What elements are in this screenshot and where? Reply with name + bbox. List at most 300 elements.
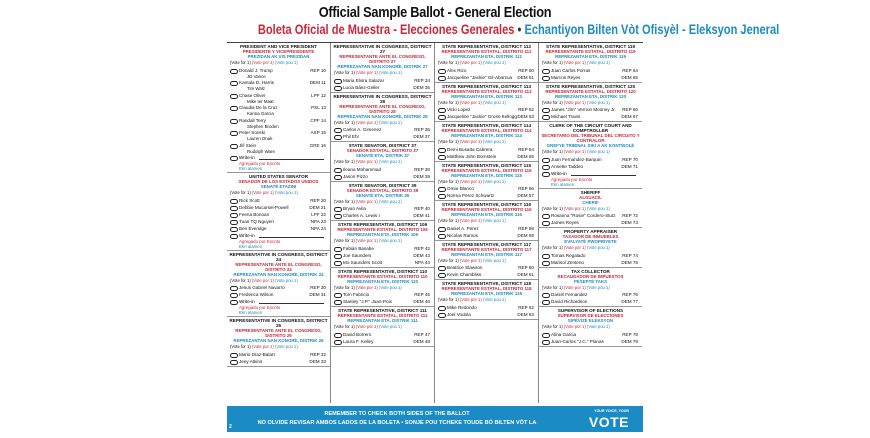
candidate-row[interactable] [539, 106, 642, 113]
contest-title: STATE REPRESENTATIVE, DISTRICT 113 [442, 83, 531, 89]
contest [331, 93, 434, 143]
ballot-number: 62 [528, 304, 534, 310]
vote-for-es: (Vote por 1) [563, 245, 586, 250]
contest [435, 280, 538, 320]
ballot-number: 74 [632, 252, 638, 258]
candidate-name: Daniel Fernandez [551, 292, 588, 297]
party-code: DEM [621, 114, 632, 119]
candidate-name: Stanley "J.P." Juan-Poix [343, 299, 392, 304]
vote-oval[interactable] [230, 131, 238, 136]
party-code: REP [518, 265, 528, 270]
vote-oval[interactable] [334, 135, 342, 140]
candidate-party [311, 225, 326, 232]
vote-for-instruction [334, 199, 434, 205]
contest-title: STATE SENATOR, DISTRICT 39 [348, 182, 417, 188]
contest-title: STATE REPRESENTATIVE, DISTRICT 106 [337, 222, 428, 227]
candidate-row[interactable] [227, 351, 330, 358]
contest-title-spanish: REPRESENTANTE ESTATAL, DISTRITO 106 [337, 227, 428, 232]
contest-title-creole: PREZIDAN AK VIS PREZIDAN [247, 54, 310, 59]
vote-for-es: (Vote por 1) [355, 284, 378, 290]
candidate-party [310, 284, 326, 291]
ballot-number: 77 [632, 299, 638, 304]
candidate-row[interactable] [227, 284, 330, 291]
write-in-line[interactable] [571, 175, 636, 176]
ballot-number: 52 [528, 107, 534, 112]
vote-oval[interactable] [542, 221, 550, 226]
candidate-row[interactable] [331, 166, 434, 173]
vote-oval[interactable] [230, 144, 238, 149]
candidate-row[interactable] [435, 271, 538, 278]
vote-oval[interactable] [438, 313, 446, 318]
vote-for-es: (Vote por 1) [251, 277, 274, 283]
vote-for-ht: (Vote pou 1) [482, 60, 506, 65]
contest-title: PROPERTY APPRAISER [563, 229, 618, 234]
candidate-row[interactable] [227, 204, 330, 211]
vote-for-instruction [334, 285, 434, 291]
party-code: DEM [621, 74, 632, 80]
vote-logo-tagline: YOUR VOICE, YOUR [594, 409, 629, 413]
vote-for-es: (Vote por 1) [355, 119, 378, 125]
candidate-row[interactable] [435, 106, 538, 113]
contest-title-spanish: REPRESENTANTE ESTATAL, DISTRITO 117 [441, 246, 532, 252]
contest-title: STATE REPRESENTATIVE, DISTRICT 116 [442, 202, 531, 207]
vote-oval[interactable] [334, 214, 342, 219]
running-mate-name: Tim Walz [247, 86, 265, 91]
contest-title-spanish: REPRESENTANTE ESTATAL, DISTRITO 118 [441, 286, 532, 291]
candidate-row[interactable] [435, 304, 538, 311]
party-code: REP [414, 206, 424, 211]
write-in-row[interactable] [227, 154, 330, 161]
contest-title-creole: SENATÈ ETA, DISTRIK 39 [355, 192, 410, 198]
candidate-row[interactable] [539, 219, 642, 226]
candidate-row[interactable] [539, 67, 642, 74]
contest-grid [227, 42, 643, 403]
vote-oval[interactable] [542, 340, 550, 345]
candidate-name: Mo Saunders Scott [343, 259, 383, 265]
candidate-name: Omar Blanco [447, 186, 474, 191]
contest-title-spanish: REPRESENTANTE ESTATAL, DISTRITO 120 [545, 88, 636, 94]
contest [539, 189, 642, 229]
ballot-column [539, 43, 642, 403]
candidate-row[interactable] [435, 232, 538, 239]
vote-for-en: (Vote for 1) [230, 344, 251, 349]
vote-oval[interactable] [438, 155, 446, 160]
contest-title: STATE REPRESENTATIVE, DISTRICT 119 [546, 44, 635, 49]
vote-for-instruction [438, 139, 538, 145]
candidate-row[interactable] [227, 291, 330, 298]
party-code: GRE [309, 142, 320, 148]
write-in-label: Write-in [551, 170, 567, 176]
ballot-number: 51 [528, 74, 534, 80]
contest-title-spanish: RECAUDADOR DE IMPUESTOS [557, 273, 624, 279]
candidate-party [414, 126, 430, 133]
candidate-name: Rosanna "Rosie" Cordero-Stutz [551, 213, 616, 218]
contest-title-creole: REPREZANTAN ETA, DISTRIK 116 [451, 212, 522, 217]
write-in-oval[interactable] [230, 234, 238, 239]
vote-for-ht: (Vote pou 1) [378, 324, 402, 329]
ballot-number: 12 [320, 92, 326, 98]
party-code: DEM [517, 232, 528, 238]
candidate-party [621, 338, 638, 345]
vote-for-instruction [230, 344, 330, 350]
candidate-party [413, 338, 430, 345]
vote-oval[interactable] [334, 300, 342, 305]
candidate-name: Kevin Chambliss [447, 272, 482, 277]
contest-title-creole: REPREZANTAN ETA, DISTRIK 110 [347, 278, 418, 284]
candidate-name: James "Jim" Vernon Mooney Jr. [551, 107, 616, 112]
ballot-number: 55 [528, 153, 534, 159]
party-code: REP [414, 166, 424, 172]
ballot-number: 41 [424, 213, 430, 218]
vote-for-en: (Vote for 1) [542, 99, 563, 105]
contest [435, 122, 538, 162]
contest [227, 43, 330, 173]
vote-for-instruction [334, 159, 434, 165]
party-code: DEM [413, 338, 424, 344]
candidate-name: Joe Saunders [343, 252, 372, 258]
party-code: REP [518, 186, 528, 191]
contest-title-spanish: ALGUACIL [579, 194, 602, 200]
vote-for-es: (Vote por 1) [563, 60, 586, 65]
candidate-row[interactable] [539, 298, 642, 305]
candidate-row[interactable] [227, 67, 330, 74]
ballot-number: 59 [528, 232, 534, 238]
vote-oval[interactable] [542, 300, 550, 305]
candidate-party [518, 304, 534, 311]
vote-for-es: (Vote por 1) [563, 324, 586, 329]
contest-title: STATE REPRESENTATIVE, DISTRICT 118 [442, 281, 531, 286]
candidate-party [310, 67, 326, 74]
vote-oval[interactable] [542, 76, 550, 81]
candidate-row[interactable] [331, 259, 434, 266]
candidate-row[interactable] [539, 212, 642, 219]
contest-title-spanish: REPRESENTANTE ANTE EL CONGRESO, DISTRITO 24 [235, 261, 322, 272]
candidate-row[interactable] [539, 331, 642, 338]
contest-title-spanish: PRESIDENTE Y VICEPRESIDENTE [242, 49, 315, 54]
vote-for-es: (Vote por 1) [251, 60, 274, 65]
candidate-name: Tuan TQ Nguyen [239, 218, 274, 224]
contest-title-spanish: REPRESENTANTE ESTATAL, DISTRITO 119 [545, 49, 636, 54]
party-code: DEM [621, 338, 632, 344]
contest-title: CLERK OF THE CIRCUIT COURT AND COMPTROLLER [549, 123, 632, 133]
ballot-number: 73 [632, 220, 638, 225]
candidate-party [311, 211, 326, 218]
ballot-number: 71 [632, 163, 638, 169]
candidate-row[interactable] [435, 146, 538, 153]
vote-oval[interactable] [438, 115, 446, 120]
vote-oval[interactable] [334, 175, 342, 180]
write-in-row[interactable] [227, 232, 330, 239]
vote-for-instruction [542, 60, 642, 66]
contest [227, 317, 330, 367]
footer-reminder-es-ht: NO OLVIDE REVISAR AMBOS LADOS DE LA BOLETA • SONJE POU TCHEKE TOUDE BÒ BILTEN VÒT LA [257, 420, 537, 426]
vote-for-es: (Vote por 1) [459, 178, 482, 184]
candidate-row[interactable] [435, 311, 538, 318]
candidate-row[interactable] [331, 77, 434, 84]
candidate-row[interactable] [435, 192, 538, 199]
write-in-row[interactable] [539, 170, 642, 177]
contest-title-creole: SIPÈVIZÈ ELEKSYON [567, 318, 614, 323]
vote-for-en: (Vote for 1) [438, 297, 459, 302]
ballot-column [435, 43, 539, 403]
contest-title-creole: SENATÈ ETA, DISTRIK 37 [355, 153, 410, 158]
ballot-subtitle [257, 22, 780, 37]
ballot-number: 13 [320, 105, 326, 110]
ballot-number: 22 [320, 211, 326, 217]
candidate-name: Alina Garcia [551, 331, 577, 337]
ballot-number: 44 [424, 259, 430, 265]
candidate-row[interactable] [227, 197, 330, 204]
vote-for-es: (Vote por 1) [459, 60, 482, 65]
write-in-label-creole: Ekri alamen [551, 181, 575, 187]
candidate-party [310, 197, 326, 204]
candidate-row[interactable] [331, 291, 434, 298]
party-code: CPF [310, 117, 320, 123]
contest-title-creole: REPREZANTAN ETA, DISTRIK 113 [451, 93, 522, 99]
vote-for-ht: (Vote pou 1) [378, 284, 402, 290]
party-code: REP [518, 225, 528, 231]
candidate-row[interactable] [331, 245, 434, 252]
vote-oval[interactable] [230, 360, 238, 365]
candidate-row[interactable] [331, 133, 434, 140]
candidate-row[interactable] [539, 156, 642, 163]
vote-oval[interactable] [230, 69, 238, 74]
candidate-row[interactable] [227, 142, 330, 149]
candidate-party [310, 142, 326, 149]
write-in-row[interactable] [227, 298, 330, 305]
candidate-name: Claudia De la Cruz [239, 105, 278, 110]
candidate-row[interactable] [539, 291, 642, 298]
candidate-row[interactable] [227, 104, 330, 111]
ballot-number: 50 [528, 67, 534, 73]
candidate-party [309, 204, 326, 211]
party-code: REP [518, 146, 528, 152]
candidate-row[interactable] [539, 113, 642, 120]
candidate-row[interactable] [331, 212, 434, 219]
contest [539, 83, 642, 123]
candidate-row[interactable] [331, 252, 434, 259]
candidate-row[interactable] [331, 126, 434, 133]
vote-oval[interactable] [334, 261, 342, 266]
candidate-row[interactable] [227, 225, 330, 232]
ballot-number: 61 [528, 272, 534, 277]
ballot-sheet [225, 4, 780, 434]
write-in-line[interactable] [259, 303, 324, 304]
candidate-name: Marisol Zenteno [551, 259, 584, 265]
vote-for-instruction [230, 190, 330, 196]
contest [435, 241, 538, 281]
contest-title-creole: REPREZANTAN ETA, DISTRIK 112 [451, 54, 522, 59]
candidate-row[interactable] [539, 163, 642, 170]
vote-for-es: (Vote por 1) [355, 324, 378, 329]
vote-oval[interactable] [438, 234, 446, 239]
contest [331, 268, 434, 308]
ballot-number: 72 [632, 213, 638, 218]
vote-for-ht: (Vote pou 1) [274, 60, 298, 65]
ballot-number: 48 [424, 338, 430, 344]
candidate-party [621, 298, 638, 305]
candidate-row[interactable] [227, 117, 330, 124]
contest [539, 307, 642, 347]
write-in-line[interactable] [259, 159, 324, 160]
party-code: DEM [621, 163, 632, 169]
vote-for-instruction [542, 149, 642, 155]
vote-for-en: (Vote for 1) [334, 198, 355, 204]
candidate-row[interactable] [331, 331, 434, 338]
vote-for-ht: (Vote pou 1) [482, 257, 506, 263]
candidate-name: Carlos A. Gimenez [343, 127, 382, 132]
candidate-name: Bryan Avila [343, 206, 366, 211]
candidate-row[interactable] [539, 252, 642, 259]
candidate-row[interactable] [435, 113, 538, 120]
party-code: DEM [517, 311, 528, 317]
contest-title: STATE REPRESENTATIVE, DISTRICT 112 [442, 44, 531, 49]
candidate-row[interactable] [331, 84, 434, 91]
ballot-number: 70 [632, 156, 638, 162]
contest-title: STATE REPRESENTATIVE, DISTRICT 114 [442, 123, 531, 128]
candidate-row[interactable] [435, 67, 538, 74]
candidate-row[interactable] [331, 173, 434, 180]
candidate-name: Jacqueline "Jackie" Gil-Abarzua [447, 74, 513, 80]
candidate-row[interactable] [435, 185, 538, 192]
ballot-number: 47 [424, 331, 430, 337]
vote-for-en: (Vote for 1) [438, 99, 459, 105]
vote-for-es: (Vote por 1) [459, 257, 482, 263]
contest [331, 182, 434, 222]
candidate-row[interactable] [435, 74, 538, 81]
running-mate-name: Rudolph Ware [247, 148, 275, 154]
candidate-name: Chase Oliver [239, 92, 266, 98]
candidate-name: Donald J. Trump [239, 67, 273, 73]
vote-oval[interactable] [334, 340, 342, 345]
party-code: REP [622, 107, 632, 112]
candidate-row[interactable] [227, 92, 330, 99]
write-in-oval[interactable] [230, 300, 238, 305]
vote-oval[interactable] [230, 106, 238, 111]
write-in-oval[interactable] [230, 156, 238, 161]
footer-reminder-en: REMEMBER TO CHECK BOTH SIDES OF THE BALLOT [324, 411, 470, 417]
candidate-name: Norma Perez Schwartz [447, 193, 495, 198]
party-code: PSL [311, 105, 320, 110]
vote-for-ht: (Vote pou 1) [274, 344, 298, 349]
vote-oval[interactable] [334, 86, 342, 91]
contest-title: UNITED STATES SENATOR [248, 174, 309, 179]
ballot-number: 11 [321, 80, 326, 85]
candidate-party [622, 252, 638, 259]
vote-for-ht: (Vote pou 1) [482, 218, 506, 223]
vote-for-instruction [542, 245, 642, 251]
candidate-row[interactable] [435, 264, 538, 271]
vote-for-en: (Vote for 1) [438, 139, 459, 144]
ballot-number: 45 [424, 292, 430, 297]
contest-title: REPRESENTATIVE IN CONGRESS, DISTRICT 28 [333, 93, 432, 104]
contest [331, 142, 434, 182]
footer-banner [227, 406, 643, 432]
vote-oval[interactable] [438, 194, 446, 199]
vote-oval[interactable] [230, 94, 238, 99]
ballot-number: 37 [424, 134, 430, 139]
ballot-number: 34 [424, 77, 430, 83]
candidate-row[interactable] [331, 338, 434, 345]
vote-for-es: (Vote por 1) [563, 149, 586, 154]
candidate-row[interactable] [539, 259, 642, 266]
vote-for-instruction [438, 297, 538, 303]
candidate-name: Juan-Carlos "J.C." Planas [551, 338, 604, 344]
candidate-row[interactable] [227, 129, 330, 136]
candidate-row[interactable] [227, 211, 330, 218]
vote-for-ht: (Vote pou 1) [378, 119, 402, 125]
candidate-row[interactable] [435, 225, 538, 232]
ballot-number: 14 [320, 117, 326, 123]
vote-for-es: (Vote por 1) [251, 344, 274, 349]
contest-title: STATE REPRESENTATIVE, DISTRICT 110 [338, 268, 427, 274]
ballot-number: 23 [320, 218, 326, 224]
candidate-row[interactable] [227, 358, 330, 365]
ballot-number: 60 [528, 265, 534, 270]
contest-title-creole: REPREZANTAN ETA, DISTRIK 106 [346, 232, 419, 237]
vote-for-es: (Vote por 1) [355, 159, 378, 164]
party-code: REP [310, 351, 320, 357]
ballot-title: Official Sample Ballot - General Election [318, 4, 552, 21]
contest-title-spanish: REPRESENTANTE ESTATAL, DISTRITO 114 [441, 128, 532, 133]
candidate-party [311, 104, 326, 111]
vote-oval[interactable] [438, 273, 446, 278]
party-code: DEM [309, 80, 320, 85]
candidate-party [414, 166, 430, 173]
vote-for-instruction [438, 179, 538, 185]
candidate-row[interactable] [539, 74, 642, 81]
candidate-row[interactable] [331, 205, 434, 212]
candidate-party [413, 298, 430, 305]
vote-oval[interactable] [230, 81, 238, 86]
candidate-name: Laura F. Kelley [343, 338, 374, 344]
write-in-oval[interactable] [542, 172, 550, 177]
vote-oval[interactable] [438, 76, 446, 81]
ballot-number: 32 [320, 351, 326, 357]
vote-for-en: (Vote for 1) [542, 205, 563, 211]
candidate-row[interactable] [539, 338, 642, 345]
ballot-number: 40 [424, 206, 430, 211]
vote-oval[interactable] [542, 115, 550, 120]
contest-title-spanish: REPRESENTANTE ESTATAL, DISTRITO 115 [441, 167, 532, 173]
contest-title-spanish: SECRETARIO DEL TRIBUNAL DEL CIRCUITO Y CONTRALOR [541, 133, 640, 143]
ballot-number: 39 [424, 173, 430, 179]
vote-oval[interactable] [542, 261, 550, 266]
ballot-column [331, 43, 435, 403]
candidate-row[interactable] [331, 298, 434, 305]
candidate-name: Juan Fernandez-Barquin [551, 156, 602, 162]
candidate-party [311, 92, 326, 99]
contest-title-spanish: REPRESENTANTE ANTE EL CONGRESO, DISTRITO 27 [339, 54, 426, 64]
candidate-row[interactable] [227, 79, 330, 86]
vote-for-ht: (Vote pou 1) [482, 99, 506, 105]
vote-oval[interactable] [230, 119, 238, 124]
ballot-number: 15 [320, 130, 326, 135]
candidate-row[interactable] [435, 153, 538, 160]
contest-title-spanish: SENADOR ESTATAL, DISTRITO 37 [346, 148, 419, 153]
write-in-line[interactable] [259, 237, 324, 238]
vote-for-ht: (Vote pou 1) [586, 324, 610, 329]
candidate-name: Demi Busatta Cabrera [447, 146, 493, 152]
candidate-row[interactable] [227, 218, 330, 225]
party-code: DEM [621, 220, 632, 225]
contest [331, 43, 434, 93]
vote-for-en: (Vote for 1) [542, 149, 563, 154]
vote-for-instruction [334, 120, 434, 126]
party-code: DEM [621, 299, 632, 304]
contest-title-spanish: SUPERVISOR DE ELECCIONES [557, 313, 624, 318]
candidate-party [621, 163, 638, 170]
